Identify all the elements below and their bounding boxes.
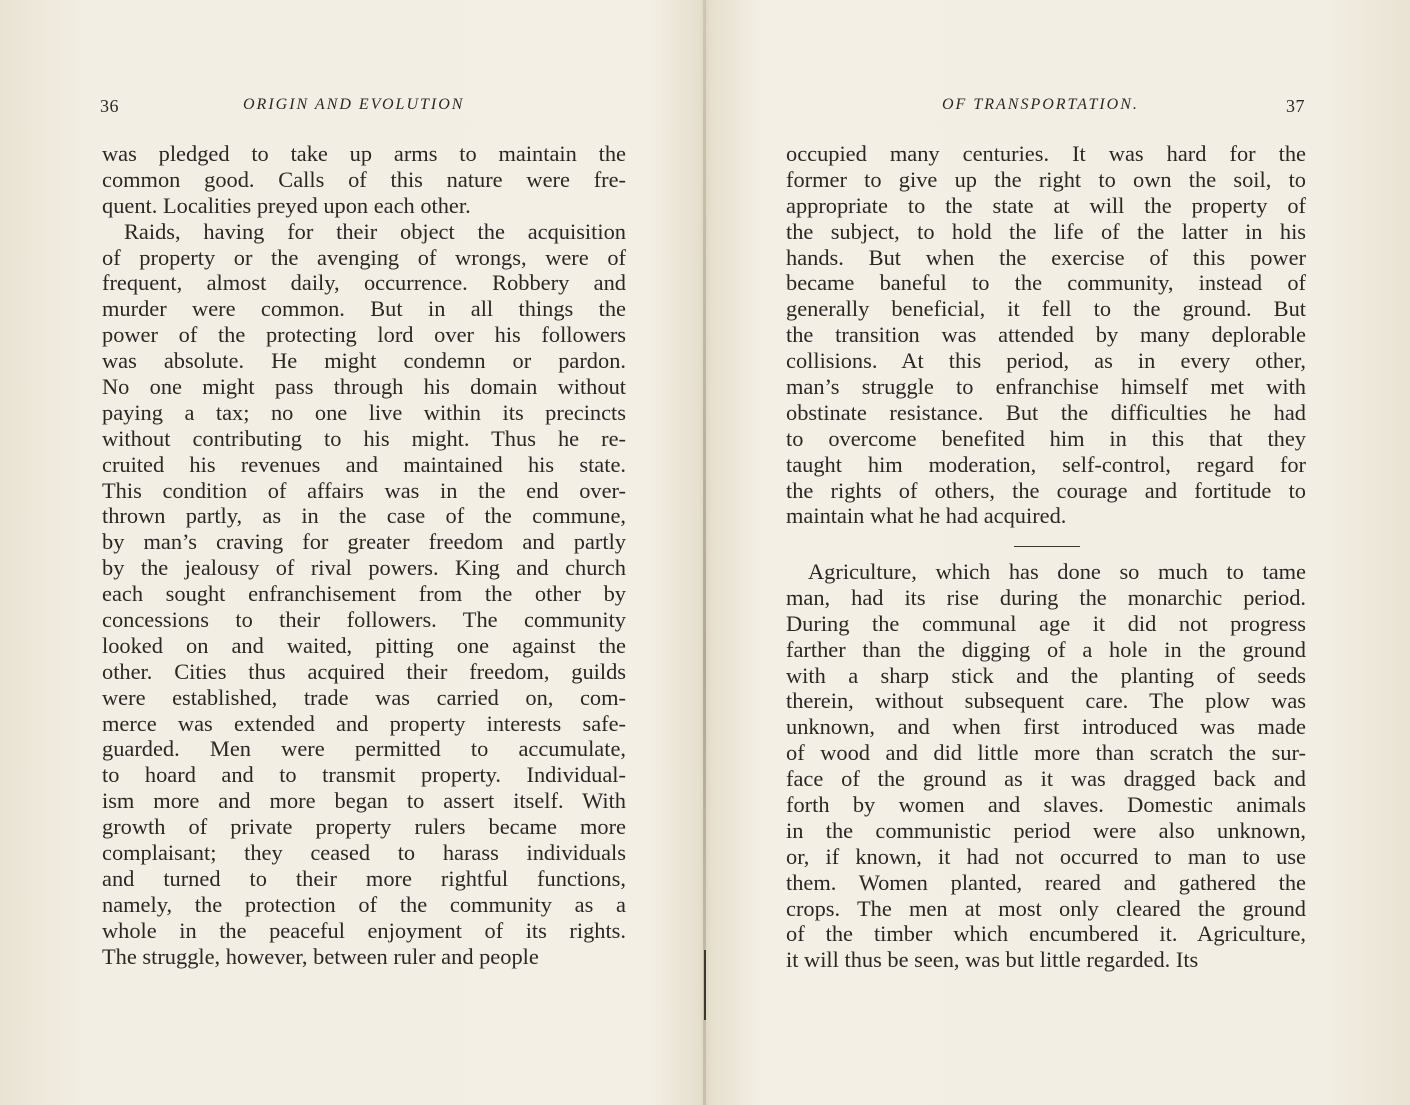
text-line: taught him moderation, self-control, regard for bbox=[786, 451, 1306, 477]
text-line: paying a tax; no one live within its precincts bbox=[102, 399, 626, 425]
text-line: without contributing to his might. Thus he re- bbox=[102, 425, 626, 451]
text-line: and turned to their more rightful functions, bbox=[102, 865, 626, 891]
text-line: forth by women and slaves. Domestic animals bbox=[786, 792, 1306, 818]
text-line: in the communistic period were also unknown, bbox=[786, 817, 1306, 843]
text-line: This condition of affairs was in the end over- bbox=[102, 477, 626, 503]
left-body-text bbox=[102, 141, 626, 970]
text-line: hands. But when the exercise of this power bbox=[786, 244, 1306, 270]
text-line: became baneful to the community, instead of bbox=[786, 270, 1306, 296]
text-line: generally beneficial, it fell to the ground. But bbox=[786, 296, 1306, 322]
text-line: former to give up the right to own the soil, to bbox=[786, 166, 1306, 192]
text-line: namely, the protection of the community as a bbox=[102, 891, 626, 917]
text-line: common good. Calls of this nature were fre- bbox=[102, 166, 626, 192]
text-line: complaisant; they ceased to harass individuals bbox=[102, 840, 626, 866]
text-line: of property or the avenging of wrongs, were of bbox=[102, 244, 626, 270]
text-line: crops. The men at most only cleared the ground bbox=[786, 895, 1306, 921]
text-line: man, had its rise during the monarchic period. bbox=[786, 584, 1306, 610]
text-line: whole in the peaceful enjoyment of its rights. bbox=[102, 917, 626, 943]
text-line: was absolute. He might condemn or pardon. bbox=[102, 348, 626, 374]
text-line: thrown partly, as in the case of the commune, bbox=[102, 503, 626, 529]
text-line: by man’s craving for greater freedom and partly bbox=[102, 529, 626, 555]
text-line: quent. Localities preyed upon each other. bbox=[102, 192, 471, 218]
right-paragraph-1 bbox=[786, 141, 1306, 529]
running-title-left: ORIGIN AND EVOLUTION bbox=[243, 96, 465, 113]
right-paragraph-2 bbox=[786, 559, 1306, 973]
text-line: by the jealousy of rival powers. King and church bbox=[102, 555, 626, 581]
section-divider-rule bbox=[1014, 546, 1080, 547]
text-line: maintain what he had acquired. bbox=[786, 503, 1067, 529]
text-line: of wood and did little more than scratch the sur- bbox=[786, 740, 1306, 766]
page-number-right: 37 bbox=[1286, 96, 1305, 116]
text-line: growth of private property rulers became more bbox=[102, 814, 626, 840]
text-line: cruited his revenues and maintained his state. bbox=[102, 451, 626, 477]
text-line: During the communal age it did not progress bbox=[786, 610, 1306, 636]
text-line: concessions to their followers. The community bbox=[102, 607, 626, 633]
text-line: them. Women planted, reared and gathered the bbox=[786, 869, 1306, 895]
text-line: therein, without subsequent care. The plow was bbox=[786, 688, 1306, 714]
text-line: appropriate to the state at will the property of bbox=[786, 192, 1306, 218]
text-line: other. Cities thus acquired their freedom, guilds bbox=[102, 658, 626, 684]
text-line: obstinate resistance. But the difficulties he had bbox=[786, 399, 1306, 425]
text-line: Agriculture, which has done so much to tame bbox=[808, 559, 1306, 584]
text-line: with a sharp stick and the planting of seeds bbox=[786, 662, 1306, 688]
text-line: face of the ground as it was dragged back and bbox=[786, 766, 1306, 792]
text-line: occupied many centuries. It was hard for the bbox=[786, 141, 1306, 166]
text-line: unknown, and when first introduced was made bbox=[786, 714, 1306, 740]
left-page bbox=[0, 0, 703, 1105]
text-line: it will thus be seen, was but little regarded. Its bbox=[786, 947, 1199, 973]
running-title-right: OF TRANSPORTATION. bbox=[942, 96, 1139, 113]
text-line: collisions. At this period, as in every other, bbox=[786, 348, 1306, 374]
text-line: frequent, almost daily, occurrence. Robbery and bbox=[102, 270, 626, 296]
text-line: to overcome benefited him in this that they bbox=[786, 425, 1306, 451]
text-line: Raids, having for their object the acquisition bbox=[124, 218, 626, 244]
text-line: was pledged to take up arms to maintain the bbox=[102, 141, 626, 166]
text-line: each sought enfranchisement from the other by bbox=[102, 581, 626, 607]
text-line: guarded. Men were permitted to accumulate, bbox=[102, 736, 626, 762]
text-line: the subject, to hold the life of the latter in his bbox=[786, 218, 1306, 244]
page-number-left: 36 bbox=[100, 96, 119, 116]
right-page bbox=[706, 0, 1410, 1105]
text-line: the transition was attended by many deplorable bbox=[786, 322, 1306, 348]
text-line: murder were common. But in all things the bbox=[102, 296, 626, 322]
text-line: man’s struggle to enfranchise himself met with bbox=[786, 374, 1306, 400]
text-line: were established, trade was carried on, com- bbox=[102, 684, 626, 710]
text-line: or, if known, it had not occurred to man to use bbox=[786, 843, 1306, 869]
text-line: the rights of others, the courage and fortitude to bbox=[786, 477, 1306, 503]
text-line: The struggle, however, between ruler and people bbox=[102, 943, 539, 969]
text-line: looked on and waited, pitting one against the bbox=[102, 632, 626, 658]
text-line: merce was extended and property interests safe- bbox=[102, 710, 626, 736]
text-line: farther than the digging of a hole in the ground bbox=[786, 636, 1306, 662]
text-line: of the timber which encumbered it. Agriculture, bbox=[786, 921, 1306, 947]
text-line: ism more and more began to assert itself. With bbox=[102, 788, 626, 814]
text-line: power of the protecting lord over his followers bbox=[102, 322, 626, 348]
text-line: No one might pass through his domain without bbox=[102, 374, 626, 400]
text-line: to hoard and to transmit property. Individual- bbox=[102, 762, 626, 788]
